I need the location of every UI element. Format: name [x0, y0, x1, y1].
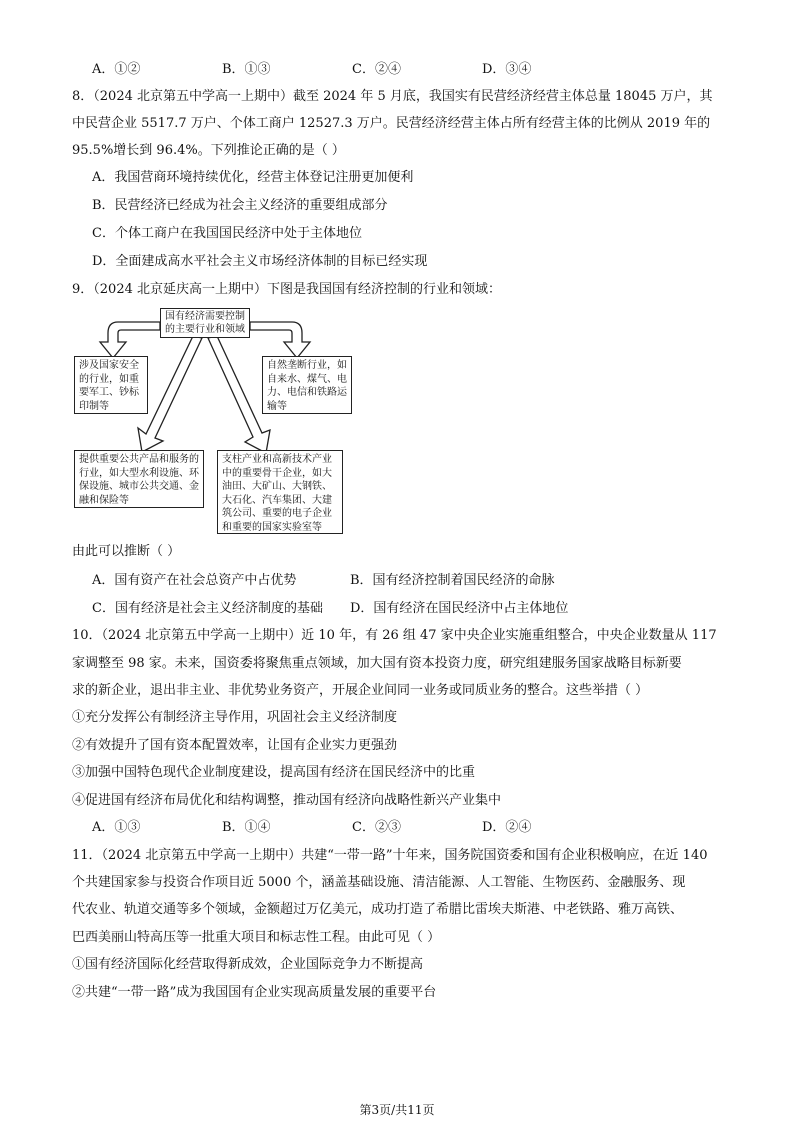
q11-stem-line-1: 11．（2024 北京第五中学高一上期中）共建“一带一路”十年来，国务院国资委和国有企业积极响应，在近 140: [72, 848, 708, 863]
q8-option-d: D．全面建成高水平社会主义市场经济体制的目标已经实现: [92, 254, 428, 269]
diagram-right-bottom-box: 支柱产业和高新技术产业中的重要骨干企业，如大油田、大矿山、大钢铁、大石化、汽车集团、大建筑公司、重要的电子企业和重要的国家实验室等: [217, 450, 343, 534]
q8-option-a: A．我国营商环境持续优化，经营主体登记注册更加便利: [92, 170, 414, 185]
q10-option-d: D．②④: [482, 820, 532, 835]
q7-option-c: C．②④: [352, 62, 401, 77]
q10-option-a: A．①③: [92, 820, 141, 835]
q9-prompt: 由此可以推断（ ）: [72, 544, 181, 559]
q10-option-b: B．①④: [222, 820, 271, 835]
q9-options-row-1: [92, 571, 555, 591]
arrow-right-bottom: [208, 336, 270, 453]
q11-stem-line-2: 个共建国家参与投资合作项目近 5000 个，涵盖基础设施、清洁能源、人工智能、生物医药、金融服务、现: [72, 875, 686, 890]
q7-option-b: B．①③: [222, 62, 271, 77]
q8-stem-line-2: 中民营企业 5517.7 万户、个体工商户 12527.3 万户。民营经济经营主体占所有经营主体的比例从 2019 年的: [72, 116, 711, 131]
q10-stem-line-2: 家调整至 98 家。未来，国资委将聚焦重点领域，加大国有资本投资力度，研究组建服务国家战略目标新要: [72, 656, 682, 671]
diagram-center-box: 国有经济需要控制的主要行业和领域: [160, 308, 250, 338]
q10-statement-3: ③加强中国特色现代企业制度建设，提高国有经济在国民经济中的比重: [72, 765, 476, 780]
q7-option-a: A．①②: [92, 62, 141, 77]
q8-stem-line-1: 8．（2024 北京第五中学高一上期中）截至 2024 年 5 月底，我国实有民营经济经营主体总量 18045 万户，其: [72, 89, 713, 104]
diagram-left-bottom-box: 提供重要公共产品和服务的行业，如大型水利设施、环保设施、城市公共交通、金融和保险等: [74, 450, 204, 508]
q11-statement-1: ①国有经济国际化经营取得新成效，企业国际竞争力不断提高: [72, 957, 424, 972]
q10-stem-line-1: 10．（2024 北京第五中学高一上期中）近 10 年，有 26 组 47 家中央企业实施重组整合，中央企业数量从 117: [72, 628, 717, 643]
q10-statement-2: ②有效提升了国有资本配置效率，让国有企业实力更强劲: [72, 738, 398, 753]
diagram-left-top-box: 涉及国家安全的行业，如重要军工、钞标印制等: [74, 356, 148, 414]
q8-option-c: C．个体工商户在我国国民经济中处于主体地位: [92, 226, 362, 241]
q10-stem-line-3: 求的新企业，退出非主业、非优势业务资产，开展企业间同一业务或同质业务的整合。这些举措（ ）: [72, 683, 649, 698]
q9-option-b: B．国有经济控制着国民经济的命脉: [350, 573, 555, 588]
q8-stem-line-3: 95.5%增长到 96.4%。下列推论正确的是（ ）: [72, 143, 345, 158]
q10-statement-4: ④促进国有经济布局优化和结构调整，推动国有经济向战略性新兴产业集中: [72, 793, 502, 808]
q11-stem-line-3: 代农业、轨道交通等多个领域，金额超过万亿美元，成功打造了希腊比雷埃夫斯港、中老铁路、雅万高铁、: [72, 902, 684, 917]
q9-options-row-2: [92, 599, 568, 619]
q9-option-c: C．国有经济是社会主义经济制度的基础: [92, 601, 323, 616]
q9-stem: 9．（2024 北京延庆高一上期中）下图是我国国有经济控制的行业和领域：: [72, 282, 501, 297]
arrow-right-top: [250, 322, 310, 358]
page-footer: 第3页/共11页: [359, 1103, 435, 1117]
q9-option-d: D．国有经济在国民经济中占主体地位: [350, 601, 569, 616]
q11-statement-2: ②共建“一带一路”成为我国国有企业实现高质量发展的重要平台: [72, 985, 437, 1000]
q10-statement-1: ①充分发挥公有制经济主导作用，巩固社会主义经济制度: [72, 710, 398, 725]
diagram-right-top-box: 自然垄断行业，如自来水、煤气、电力、电信和铁路运输等: [262, 356, 352, 414]
q9-option-a: A．国有资产在社会总资产中占优势: [92, 573, 297, 588]
q7-option-d: D．③④: [482, 62, 532, 77]
arrow-left-top: [100, 322, 160, 358]
q10-option-c: C．②③: [352, 820, 401, 835]
q8-option-b: B．民营经济已经成为社会主义经济的重要组成部分: [92, 198, 388, 213]
q11-stem-line-4: 巴西美丽山特高压等一批重大项目和标志性工程。由此可见（ ）: [72, 930, 441, 945]
q10-options: [92, 818, 612, 838]
